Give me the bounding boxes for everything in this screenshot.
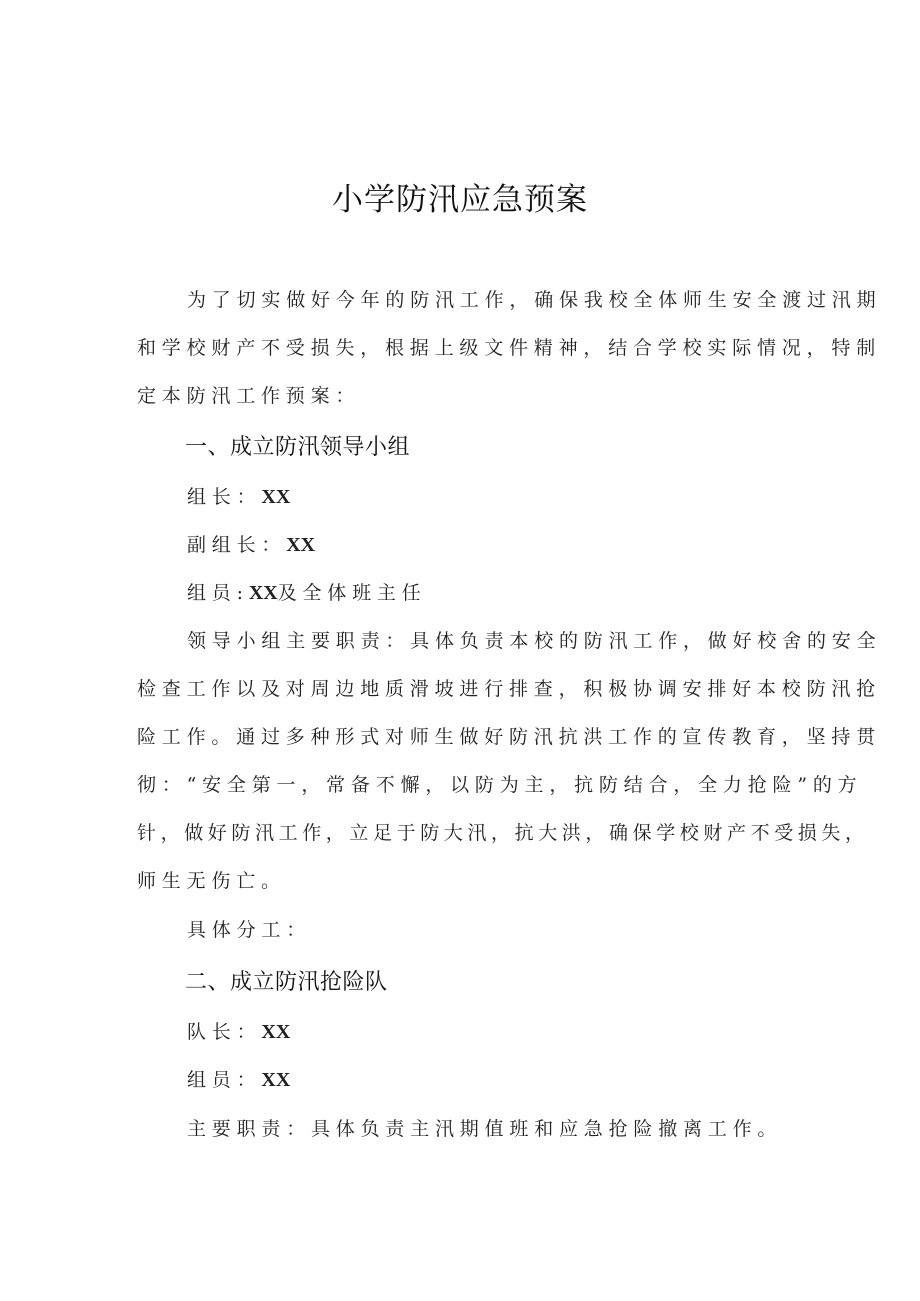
intro-paragraph	[137, 276, 882, 420]
deputy-leader-value: XX	[286, 534, 316, 556]
team-members-value: XX	[261, 1069, 291, 1091]
deputy-leader-line	[187, 530, 315, 560]
group-leader-line	[187, 482, 290, 512]
duties-line-4: 彻：“安全第一，常备不懈，以防为主，抗防结合，全力抢险”的方	[137, 774, 863, 796]
team-captain-label: 队长：	[187, 1021, 262, 1043]
group-leader-value: XX	[261, 486, 291, 508]
duties-line-3: 险工作。通过多种形式对师生做好防汛抗洪工作的宣传教育，坚持贯	[137, 726, 882, 748]
group-members-value: XX	[248, 582, 278, 604]
deputy-leader-label: 副组长：	[187, 534, 287, 556]
group-members-suffix: 及全体班主任	[277, 582, 427, 604]
group-members-label: 组员:	[187, 582, 249, 604]
section-1-heading: 一、成立防汛领导小组	[185, 435, 411, 460]
group-members-line	[187, 578, 427, 608]
team-captain-value: XX	[261, 1021, 291, 1043]
duties-line-1: 领导小组主要职责：具体负责本校的防汛工作，做好校舍的安全	[187, 630, 882, 652]
division-label: 具体分工：	[187, 919, 312, 941]
team-captain-line	[187, 1017, 290, 1047]
team-members-label: 组员：	[187, 1069, 262, 1091]
duties-line-2: 检查工作以及对周边地质滑坡进行排查，积极协调安排好本校防汛抢	[137, 678, 882, 700]
duties-line-6: 师生无伤亡。	[137, 870, 286, 892]
document-title: 小学防汛应急预案	[332, 182, 588, 218]
intro-line-2: 和学校财产不受损失，根据上级文件精神，结合学校实际情况，特制	[137, 337, 882, 359]
intro-line-1: 为了切实做好今年的防汛工作，确保我校全体师生安全渡过汛期	[187, 289, 882, 311]
team-members-line	[187, 1065, 290, 1095]
duties-line-5: 针，做好防汛工作，立足于防大汛，抗大洪，确保学校财产不受损失，	[137, 822, 869, 844]
team-duties-line: 主要职责：具体负责主汛期值班和应急抢险撤离工作。	[187, 1118, 783, 1140]
section-2-heading: 二、成立防汛抢险队	[185, 970, 388, 995]
intro-line-3: 定本防汛工作预案：	[137, 385, 361, 407]
leadership-duties-paragraph	[137, 617, 882, 905]
group-leader-label: 组长：	[187, 486, 262, 508]
